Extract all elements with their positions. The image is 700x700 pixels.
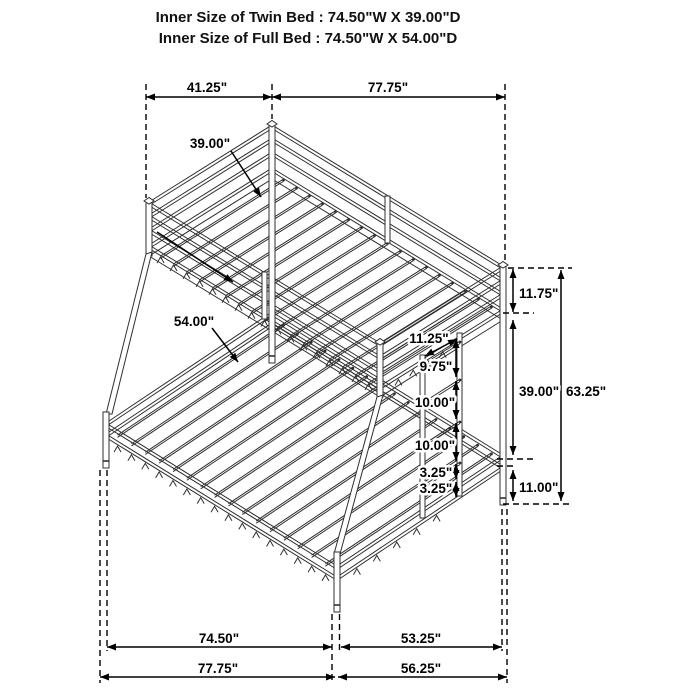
dim-rail-height-label: 11.75" — [519, 286, 559, 301]
dim-floor-outer-right-label: 56.25" — [400, 661, 442, 676]
dim-lower-deck-height-label: 11.00" — [519, 480, 559, 495]
dim-twin-depth-label: 39.00" — [189, 136, 231, 151]
dim-ladder-gap-upper-label: 3.25" — [419, 465, 453, 480]
dim-ladder-gap-lower-label: 3.25" — [419, 481, 453, 496]
dim-floor-outer-left-label: 77.75" — [197, 661, 239, 676]
title-twin-inner-size: Inner Size of Twin Bed : 74.50"W X 39.00"D — [155, 9, 461, 26]
dim-rung-low-label: 10.00" — [414, 438, 456, 453]
dim-ladder-width-label: 11.25" — [409, 331, 449, 346]
dim-top-length-label: 77.75" — [367, 80, 409, 95]
dim-rung-mid-label: 10.00" — [414, 395, 456, 410]
dim-floor-inner-left-label: 74.50" — [198, 631, 240, 646]
title-full-inner-size: Inner Size of Full Bed : 74.50"W X 54.00"D — [158, 30, 458, 47]
dim-bunk-gap-label: 39.00" — [519, 384, 560, 399]
dim-full-depth-label: 54.00" — [173, 314, 215, 329]
dim-top-width-label: 41.25" — [186, 80, 228, 95]
dim-overall-height-label: 63.25" — [566, 384, 607, 399]
dim-rung-top-label: 9.75" — [419, 359, 453, 374]
dimension-arrows — [100, 97, 561, 677]
dim-floor-inner-right-label: 53.25" — [400, 631, 442, 646]
